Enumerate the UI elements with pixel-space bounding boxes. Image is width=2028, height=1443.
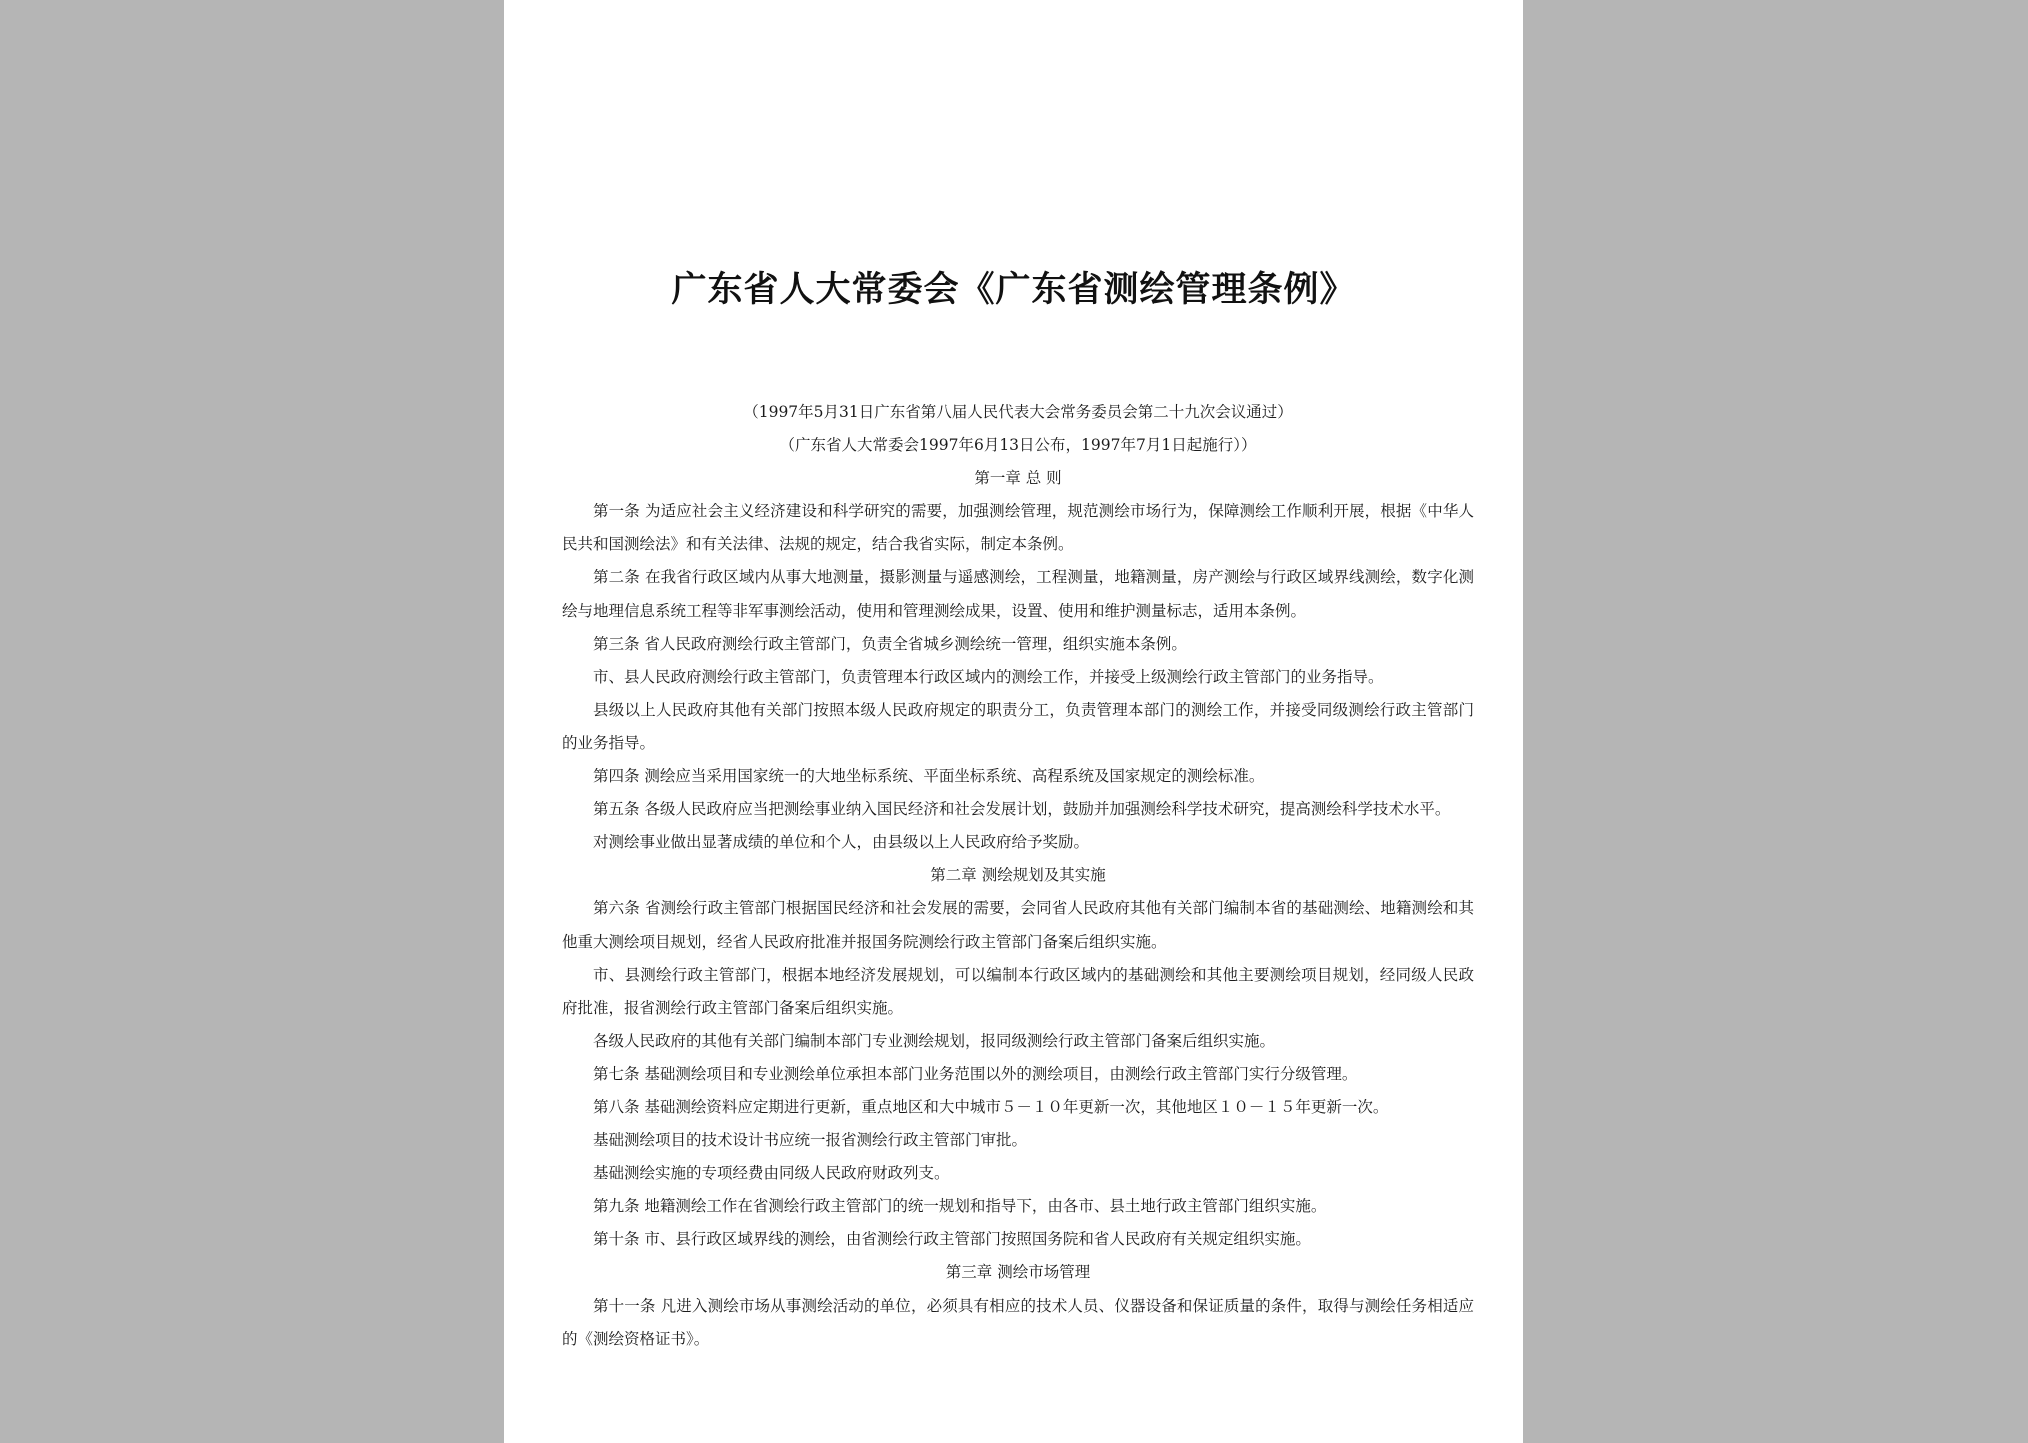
chapter-heading: 第一章 总 则 xyxy=(974,469,1062,488)
article-paragraph: 第九条 地籍测绘工作在省测绘行政主管部门的统一规划和指导下，由各市、县土地行政主管部门组织实施。 xyxy=(593,1197,1327,1216)
adoption-note: （1997年5月31日广东省第八届人民代表大会常务委员会第二十九次会议通过） xyxy=(743,403,1293,421)
chapter-heading: 第三章 测绘市场管理 xyxy=(945,1263,1091,1282)
article-paragraph: 第四条 测绘应当采用国家统一的大地坐标系统、平面坐标系统、高程系统及国家规定的测绘标准。 xyxy=(593,767,1265,786)
article-paragraph: 各级人民政府的其他有关部门编制本部门专业测绘规划，报同级测绘行政主管部门备案后组织实施。 xyxy=(593,1031,1276,1050)
promulgation-note: （广东省人大常委会1997年6月13日公布，1997年7月1日起施行）） xyxy=(779,436,1257,455)
article-paragraph: 市、县测绘行政主管部门，根据本地经济发展规划，可以编制本行政区域内的基础测绘和其他主要测绘项目规划，经同级人民政府批准，报省测绘行政主管部门备案后组织实施。 xyxy=(562,965,1474,1017)
article-paragraph: 基础测绘项目的技术设计书应统一报省测绘行政主管部门审批。 xyxy=(593,1131,1028,1150)
article-paragraph: 第二条 在我省行政区域内从事大地测量，摄影测量与遥感测绘，工程测量，地籍测量，房产测绘与行政区域界线测绘，数字化测绘与地理信息系统工程等非军事测绘活动，使用和管理测绘成果，设置、使用和维护测量标志，适用本条例。 xyxy=(562,568,1474,620)
article-paragraph: 第十一条 凡进入测绘市场从事测绘活动的单位，必须具有相应的技术人员、仪器设备和保证质量的条件，取得与测绘任务相适应的《测绘资格证书》。 xyxy=(562,1296,1474,1348)
article-paragraph: 市、县人民政府测绘行政主管部门，负责管理本行政区域内的测绘工作，并接受上级测绘行政主管部门的业务指导。 xyxy=(593,667,1384,686)
chapter-heading: 第二章 测绘规划及其实施 xyxy=(930,866,1106,885)
article-paragraph: 第六条 省测绘行政主管部门根据国民经济和社会发展的需要，会同省人民政府其他有关部门编制本省的基础测绘、地籍测绘和其他重大测绘项目规划，经省人民政府批准并报国务院测绘行政主管部门备案后组织实施。 xyxy=(562,899,1474,951)
article-paragraph: 基础测绘实施的专项经费由同级人民政府财政列支。 xyxy=(593,1164,950,1183)
document-page xyxy=(504,0,1523,1443)
article-paragraph: 第七条 基础测绘项目和专业测绘单位承担本部门业务范围以外的测绘项目，由测绘行政主管部门实行分级管理。 xyxy=(593,1064,1358,1083)
document-body xyxy=(562,396,1474,1356)
article-paragraph: 第三条 省人民政府测绘行政主管部门，负责全省城乡测绘统一管理，组织实施本条例。 xyxy=(593,634,1187,653)
article-paragraph: 第八条 基础测绘资料应定期进行更新，重点地区和大中城市５－１０年更新一次，其他地区１０－１５年更新一次。 xyxy=(593,1097,1389,1116)
article-paragraph: 第五条 各级人民政府应当把测绘事业纳入国民经济和社会发展计划，鼓励并加强测绘科学技术研究，提高测绘科学技术水平。 xyxy=(593,800,1451,819)
document-title: 广东省人大常委会《广东省测绘管理条例》 xyxy=(671,269,1356,310)
article-paragraph: 第一条 为适应社会主义经济建设和科学研究的需要，加强测绘管理，规范测绘市场行为，保障测绘工作顺利开展，根据《中华人民共和国测绘法》和有关法律、法规的规定，结合我省实际，制定本条例。 xyxy=(562,502,1474,554)
article-paragraph: 对测绘事业做出显著成绩的单位和个人，由县级以上人民政府给予奖励。 xyxy=(593,833,1090,852)
article-paragraph: 县级以上人民政府其他有关部门按照本级人民政府规定的职责分工，负责管理本部门的测绘工作，并接受同级测绘行政主管部门的业务指导。 xyxy=(562,700,1474,752)
article-paragraph: 第十条 市、县行政区域界线的测绘，由省测绘行政主管部门按照国务院和省人民政府有关规定组织实施。 xyxy=(593,1230,1311,1249)
